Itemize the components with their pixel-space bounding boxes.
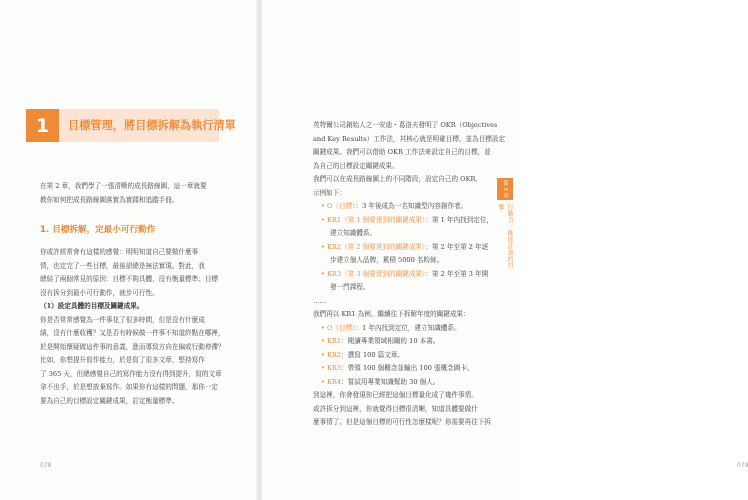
bullet-icon: • xyxy=(321,364,327,372)
chapter-number: 1 xyxy=(26,109,59,142)
section-heading: 1. 目標拆解，定最小可行動作 xyxy=(40,225,156,235)
okr-text: ：嘗試用專業知識幫助 30 個人。 xyxy=(341,377,440,386)
body-line: 情，也定完了一些目標，最後卻總是無法實現。對此，我 xyxy=(40,261,205,270)
body-line: 或許拆分到這裡，你就覺得目標很清晰，知道具體要做什 xyxy=(313,404,478,413)
okr-item xyxy=(313,362,489,376)
okr-key: KR1（第 1 個要達到的關鍵成果） xyxy=(327,215,426,224)
okr-text: ：閱讀專業領域相關的 10 本書。 xyxy=(341,337,440,345)
okr-item xyxy=(313,335,489,349)
bullet-icon: • xyxy=(321,323,327,332)
left-page xyxy=(0,0,258,500)
body-line: 績，沒有什麼收穫？又是否有時候做一件事不知道終點在哪裡， xyxy=(40,329,225,337)
okr-text: ：第 1 年內找到定位， xyxy=(425,215,494,224)
subheading: （1）設定具體的目標及關鍵成果。 xyxy=(40,302,144,310)
okr-item-continuation: 步建立個人品牌，累積 5000 名粉絲。 xyxy=(330,256,444,264)
page-number-right: 079 xyxy=(737,462,748,469)
ellipsis: …… xyxy=(313,296,327,305)
side-tab-label: 行動力：推進計畫的引擎 xyxy=(497,204,513,269)
bullet-icon: • xyxy=(321,202,327,210)
page-number-left: 078 xyxy=(40,462,52,469)
okr-text: ：第 2 年至第 3 年開 xyxy=(425,269,489,278)
okr-item-continuation: 發一門課程。 xyxy=(330,283,370,291)
body-line: 你或許經常會有這樣的感覺：明明知道自己要做什麼事 xyxy=(40,248,199,256)
chapter-title: 目標管理，將目標拆解為執行清單 xyxy=(68,119,236,132)
body-line: 示例如下： xyxy=(313,188,346,197)
body-line: 比如，你想提升寫作能力，於是寫了很多文章，堅持寫作 xyxy=(40,356,205,364)
chapter-side-tab xyxy=(497,178,513,270)
okr-item xyxy=(313,214,494,228)
body-line: 拿不出手，於是想放棄寫作。如果你有這樣的問題，那你一定 xyxy=(40,383,219,391)
body-line: 我們可以在成長路線圖上的不同階段，設定自己的 OKR， xyxy=(313,175,483,183)
okr-item xyxy=(313,241,489,255)
bullet-icon: • xyxy=(321,269,327,278)
body-line: 麼事情了。但是這個目標的可行性怎麼樣呢？你需要再往下拆 xyxy=(313,418,492,426)
okr-item xyxy=(313,376,489,390)
body-line: 沒有拆分到最小可行動作，就步可行性。 xyxy=(40,288,159,297)
okr-key: O（目標） xyxy=(327,323,356,332)
okr-key: O（目標） xyxy=(327,202,356,210)
okr-text: ：帶領 100 個概念並輸出 100 張概念圖卡。 xyxy=(341,364,474,372)
okr-item-continuation: 建立知識體系。 xyxy=(330,229,377,237)
body-line: 於是開始懷疑做這件事的意義，進而導致方向在偏或行動停滯？ xyxy=(40,342,225,351)
bullet-icon: • xyxy=(321,215,327,224)
left-body xyxy=(40,246,240,408)
bullet-icon: • xyxy=(321,337,327,345)
okr-key: KR1 xyxy=(327,337,342,345)
okr-item xyxy=(313,349,489,363)
body-line: and Key Results）工作法，其核心就是明確目標，並為目標設定 xyxy=(313,134,506,143)
okr-item xyxy=(313,268,489,282)
okr-key: KR3（第 3 個要達到的關鍵成果） xyxy=(327,269,426,278)
okr-text: ：1 年內找到定位，建立知識體系。 xyxy=(355,323,461,332)
bullet-icon: • xyxy=(321,242,327,251)
intro-paragraph xyxy=(40,180,240,207)
body-line: 為自己的目標設定關鍵成果。 xyxy=(313,161,399,170)
side-tab-chapter: 第 3 章 xyxy=(497,178,513,200)
okr-key: KR2 xyxy=(327,350,342,359)
body-line: 英特爾公司創始人之一安迪・葛洛夫發明了 OKR（Objectives xyxy=(313,121,498,129)
body-line: 你是否常常感覺為一件事花了很多時間，但是沒有什麼成 xyxy=(40,315,205,324)
okr-item xyxy=(313,322,489,336)
okr-key: KR2（第 2 個要達到的關鍵成果） xyxy=(327,242,426,251)
okr-text: ：第 2 年至第 2 年逐 xyxy=(425,242,489,251)
chapter-banner xyxy=(26,109,236,142)
body-line: 關鍵成果。我們可以借助 OKR 工作法來設定自己的目標，並 xyxy=(313,148,491,156)
okr-key: KR4 xyxy=(327,377,342,386)
bullet-icon: • xyxy=(321,377,327,386)
intro-line: 在第 2 章，我們學了一張清晰的成長路線圖，這一章就要 xyxy=(40,182,207,190)
body-line: 要為自己的目標設定關鍵成果，訂定衡量標準。 xyxy=(40,396,179,405)
okr-item xyxy=(313,200,489,214)
body-line: 到這裡，你會發現你已經把這個目標量化成了幾件事情。 xyxy=(313,391,478,399)
body-line: 總結了兩個常見的原因：目標不夠具體，沒有衡量標準；目標 xyxy=(40,275,219,283)
body-line: 了 365 天，但總感覺自己的寫作能力沒有得到提升，寫的文章 xyxy=(40,369,222,378)
okr-text: ：撰寫 100 篇文章。 xyxy=(341,350,405,359)
intro-line: 教你如何把成長路線圖落實為實踐和追蹤手冊。 xyxy=(40,195,179,204)
okr-key: KR3 xyxy=(327,364,342,372)
okr-text: ：3 年後成為一名知識型內容創作者。 xyxy=(355,202,468,210)
bullet-icon: • xyxy=(321,350,327,359)
body-line: 我們再以 KR1 為例，繼續往下拆解年度的關鍵成果： xyxy=(313,310,470,318)
